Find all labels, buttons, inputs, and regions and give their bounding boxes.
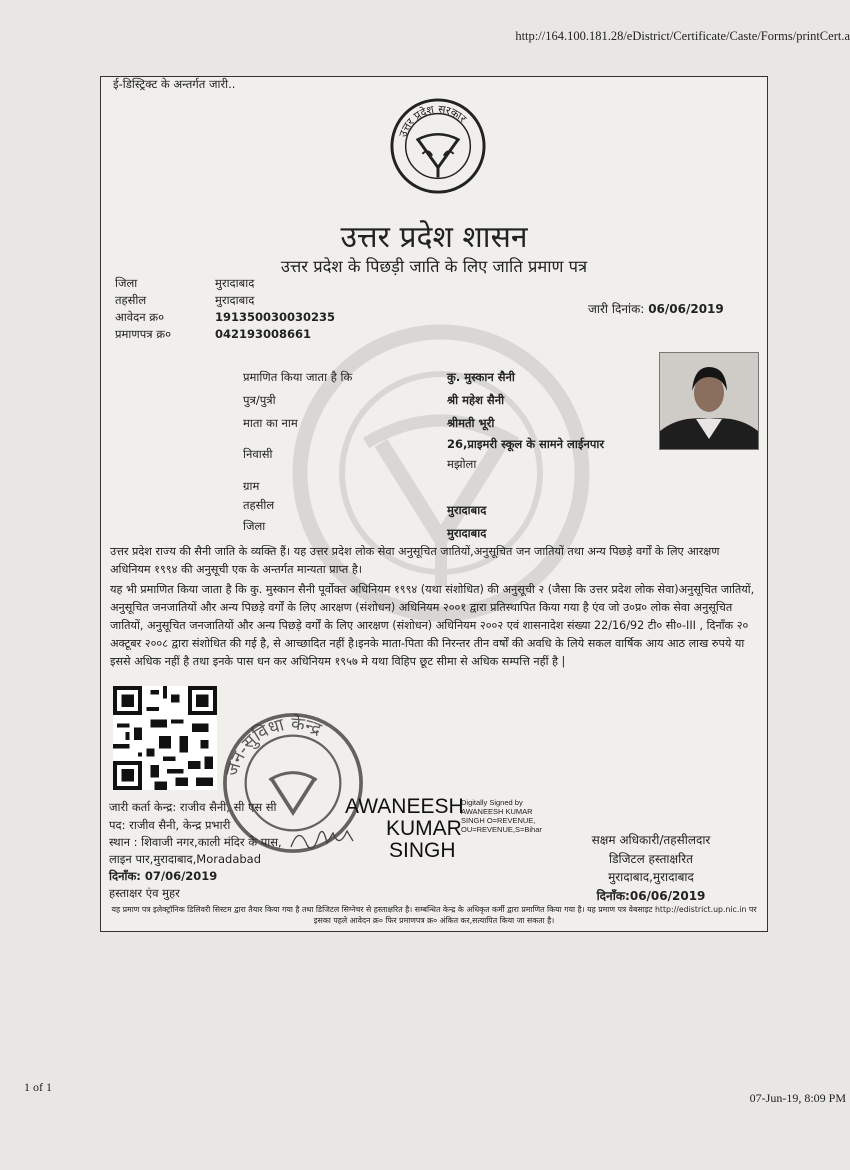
issuer-line: लाइन पार,मुरादाबाद,Moradabad bbox=[109, 852, 262, 866]
detail-label: प्रमाणित किया जाता है कि bbox=[243, 370, 353, 384]
detail-value: कु. मुस्कान सैनी bbox=[447, 370, 515, 384]
certificate-subtitle: उत्तर प्रदेश के पिछड़ी जाति के लिए जाति प्रमाण पत्र bbox=[280, 257, 588, 276]
meta-value: 042193008661 bbox=[215, 327, 312, 341]
digital-signature-meta bbox=[461, 798, 542, 834]
issuer-line: जारी कर्ता केन्द्र: राजीव सैनी, सी एस सी bbox=[109, 800, 277, 814]
caste-certificate bbox=[100, 76, 768, 932]
issue-date-value: 06/06/2019 bbox=[648, 302, 724, 316]
officer-block bbox=[551, 831, 751, 905]
officer-line: डिजिटल हस्ताक्षरित bbox=[609, 851, 693, 866]
issuer-line: पद: राजीव सैनी, केन्द्र प्रभारी bbox=[109, 818, 231, 832]
page-count: 1 of 1 bbox=[24, 1080, 52, 1094]
detail-label: जिला bbox=[243, 519, 266, 533]
disclaimer: यह प्रमाण पत्र इलेक्ट्रॉनिक डिलिवरी सिस्टम द्वारा तैयार किया गया है तथा डिजिटल सिग्नेचर से हस्ताक्षरित है। सम्बन्धित केन्द्र के अधिकृत कर्मी द्वारा प्रमाणित किया गया है। यह प्रमाण पत्र वेबसाइट http://edistrict.up.nic.in पर इसका पहले आवेदन क्र० फिर प्रमाणपत्र क्र० अंकित कर,सत्यापित किया जा सकता है। bbox=[111, 905, 757, 925]
detail-value: मुरादाबाद bbox=[447, 526, 487, 540]
applicant-photo bbox=[659, 352, 759, 450]
signature-meta-line: Digitally Signed by bbox=[461, 798, 523, 807]
detail-label: पुत्र/पुत्री bbox=[243, 393, 276, 407]
up-government-emblem-icon bbox=[389, 97, 487, 195]
detail-label: ग्राम bbox=[243, 479, 260, 493]
detail-value: श्री महेश सैनी bbox=[447, 393, 505, 407]
signature-name-line: SINGH bbox=[389, 839, 456, 862]
detail-label: तहसील bbox=[243, 498, 275, 512]
officer-date: दिनाँक:06/06/2019 bbox=[596, 888, 706, 903]
meta-value: मुरादाबाद bbox=[215, 276, 255, 290]
signature-meta-line: SINGH O=REVENUE, bbox=[461, 816, 536, 825]
detail-value-2: मझोला bbox=[447, 457, 477, 471]
signature-name-line: KUMAR bbox=[386, 817, 462, 840]
detail-value: श्रीमती भूरी bbox=[447, 416, 495, 430]
svg-text:जन-सुविधा केन्द्र: जन-सुविधा केन्द्र bbox=[222, 714, 325, 779]
certification-paragraph-2: यह भी प्रमाणित किया जाता है कि कु. मुस्कान सैनी पूर्वोक्त अधिनियम १९९४ (यथा संशोधित) की अनुसूची २ (जैसा कि उत्तर प्रदेश लोक सेवा)अनुसूचित जातियों, अनुसूचित जनजातियों और अन्य पिछड़े वर्गों के लिए आरक्षण (संशोधन) अधिनियम २००१ द्वारा प्रतिस्थापित किया गया है एंव जो उ०प्र० लोक सेवा अनुसूचित जातियों, अनुसूचित जनजातियों और अन्य पिछड़े वर्गों के लिए आरक्षण (संशोधन) अधिनियम २००२ एवं शासनादेश संख्या 22/16/92 टी० सी०-III , दिनाँक २० अक्टूबर २००८ द्वारा संशोधित की गई है, से आच्छादित नहीं है।इनके माता-पिता की निरन्तर तीन वर्षों की अवधि के लिये सकल वार्षिक आय आठ लाख रुपये या इससे अधिक नहीं है तथा इनके पास धन कर अधिनियम १९५७ मे यथा विहिप छूट सीमा से अधिक सम्पत्ति नहीं है | bbox=[110, 583, 755, 668]
meta-application-no bbox=[115, 310, 335, 325]
meta-label: प्रमाणपत्र क्र० bbox=[115, 327, 172, 341]
meta-certificate-no bbox=[115, 327, 311, 342]
issue-date-label: जारी दिनांक: bbox=[588, 302, 645, 316]
print-timestamp: 07-Jun-19, 8:09 PM bbox=[749, 1091, 846, 1105]
detail-value: मुरादाबाद bbox=[447, 503, 487, 517]
officer-line: मुरादाबाद,मुरादाबाद bbox=[608, 870, 694, 884]
detail-label: निवासी bbox=[243, 447, 273, 461]
digital-signature-name bbox=[345, 796, 464, 862]
certification-paragraph-1: उत्तर प्रदेश राज्य की सैनी जाति के व्यक्ति हैं। यह उत्तर प्रदेश लोक सेवा अनुसूचित जातियों,अनुसूचित जन जातियों तथा अन्य पिछड़े वर्गों के लिए आरक्षण अधिनियम १९९४ की अनुसूची एक के अन्तर्गत मान्यता प्राप्त है। bbox=[110, 545, 720, 576]
officer-line: सक्षम अधिकारी/तहसीलदार bbox=[591, 833, 711, 847]
meta-district bbox=[115, 276, 254, 291]
signature-meta-line: AWANEESH KUMAR bbox=[461, 807, 533, 816]
top-note: ई-डिस्ट्रिक्ट के अन्तर्गत जारी.. bbox=[113, 77, 236, 91]
certificate-title: उत्तर प्रदेश शासन bbox=[340, 220, 528, 255]
signature-name-line: AWANEESH bbox=[345, 795, 464, 818]
meta-tehsil bbox=[115, 293, 254, 308]
issuer-date: दिनाँक: 07/06/2019 bbox=[109, 869, 218, 883]
meta-value: 19135003003023​5 bbox=[215, 310, 336, 324]
meta-label: आवेदन क्र० bbox=[115, 310, 165, 324]
detail-label: माता का नाम bbox=[243, 416, 298, 430]
signature-meta-line: OU=REVENUE,S=Bihar bbox=[461, 825, 542, 834]
issuer-signature-label: हस्ताक्षर एंव मुहर bbox=[109, 886, 180, 900]
issuer-line: स्थान : शिवाजी नगर,काली मंदिर के पास, bbox=[109, 835, 282, 849]
detail-value: 26,प्राइमरी स्कूल के सामने लाईनपार bbox=[447, 437, 605, 451]
meta-value: मुरादाबाद bbox=[215, 293, 255, 307]
print-url: http://164.100.181.28/eDistrict/Certificate/Caste/Forms/printCert.a bbox=[515, 29, 850, 43]
meta-label: तहसील bbox=[115, 293, 147, 307]
svg-text:उत्तर प्रदेश सरकार: उत्तर प्रदेश सरकार bbox=[396, 102, 470, 139]
issue-date-line bbox=[588, 300, 724, 317]
qr-code bbox=[113, 686, 217, 790]
meta-label: जिला bbox=[115, 276, 138, 290]
